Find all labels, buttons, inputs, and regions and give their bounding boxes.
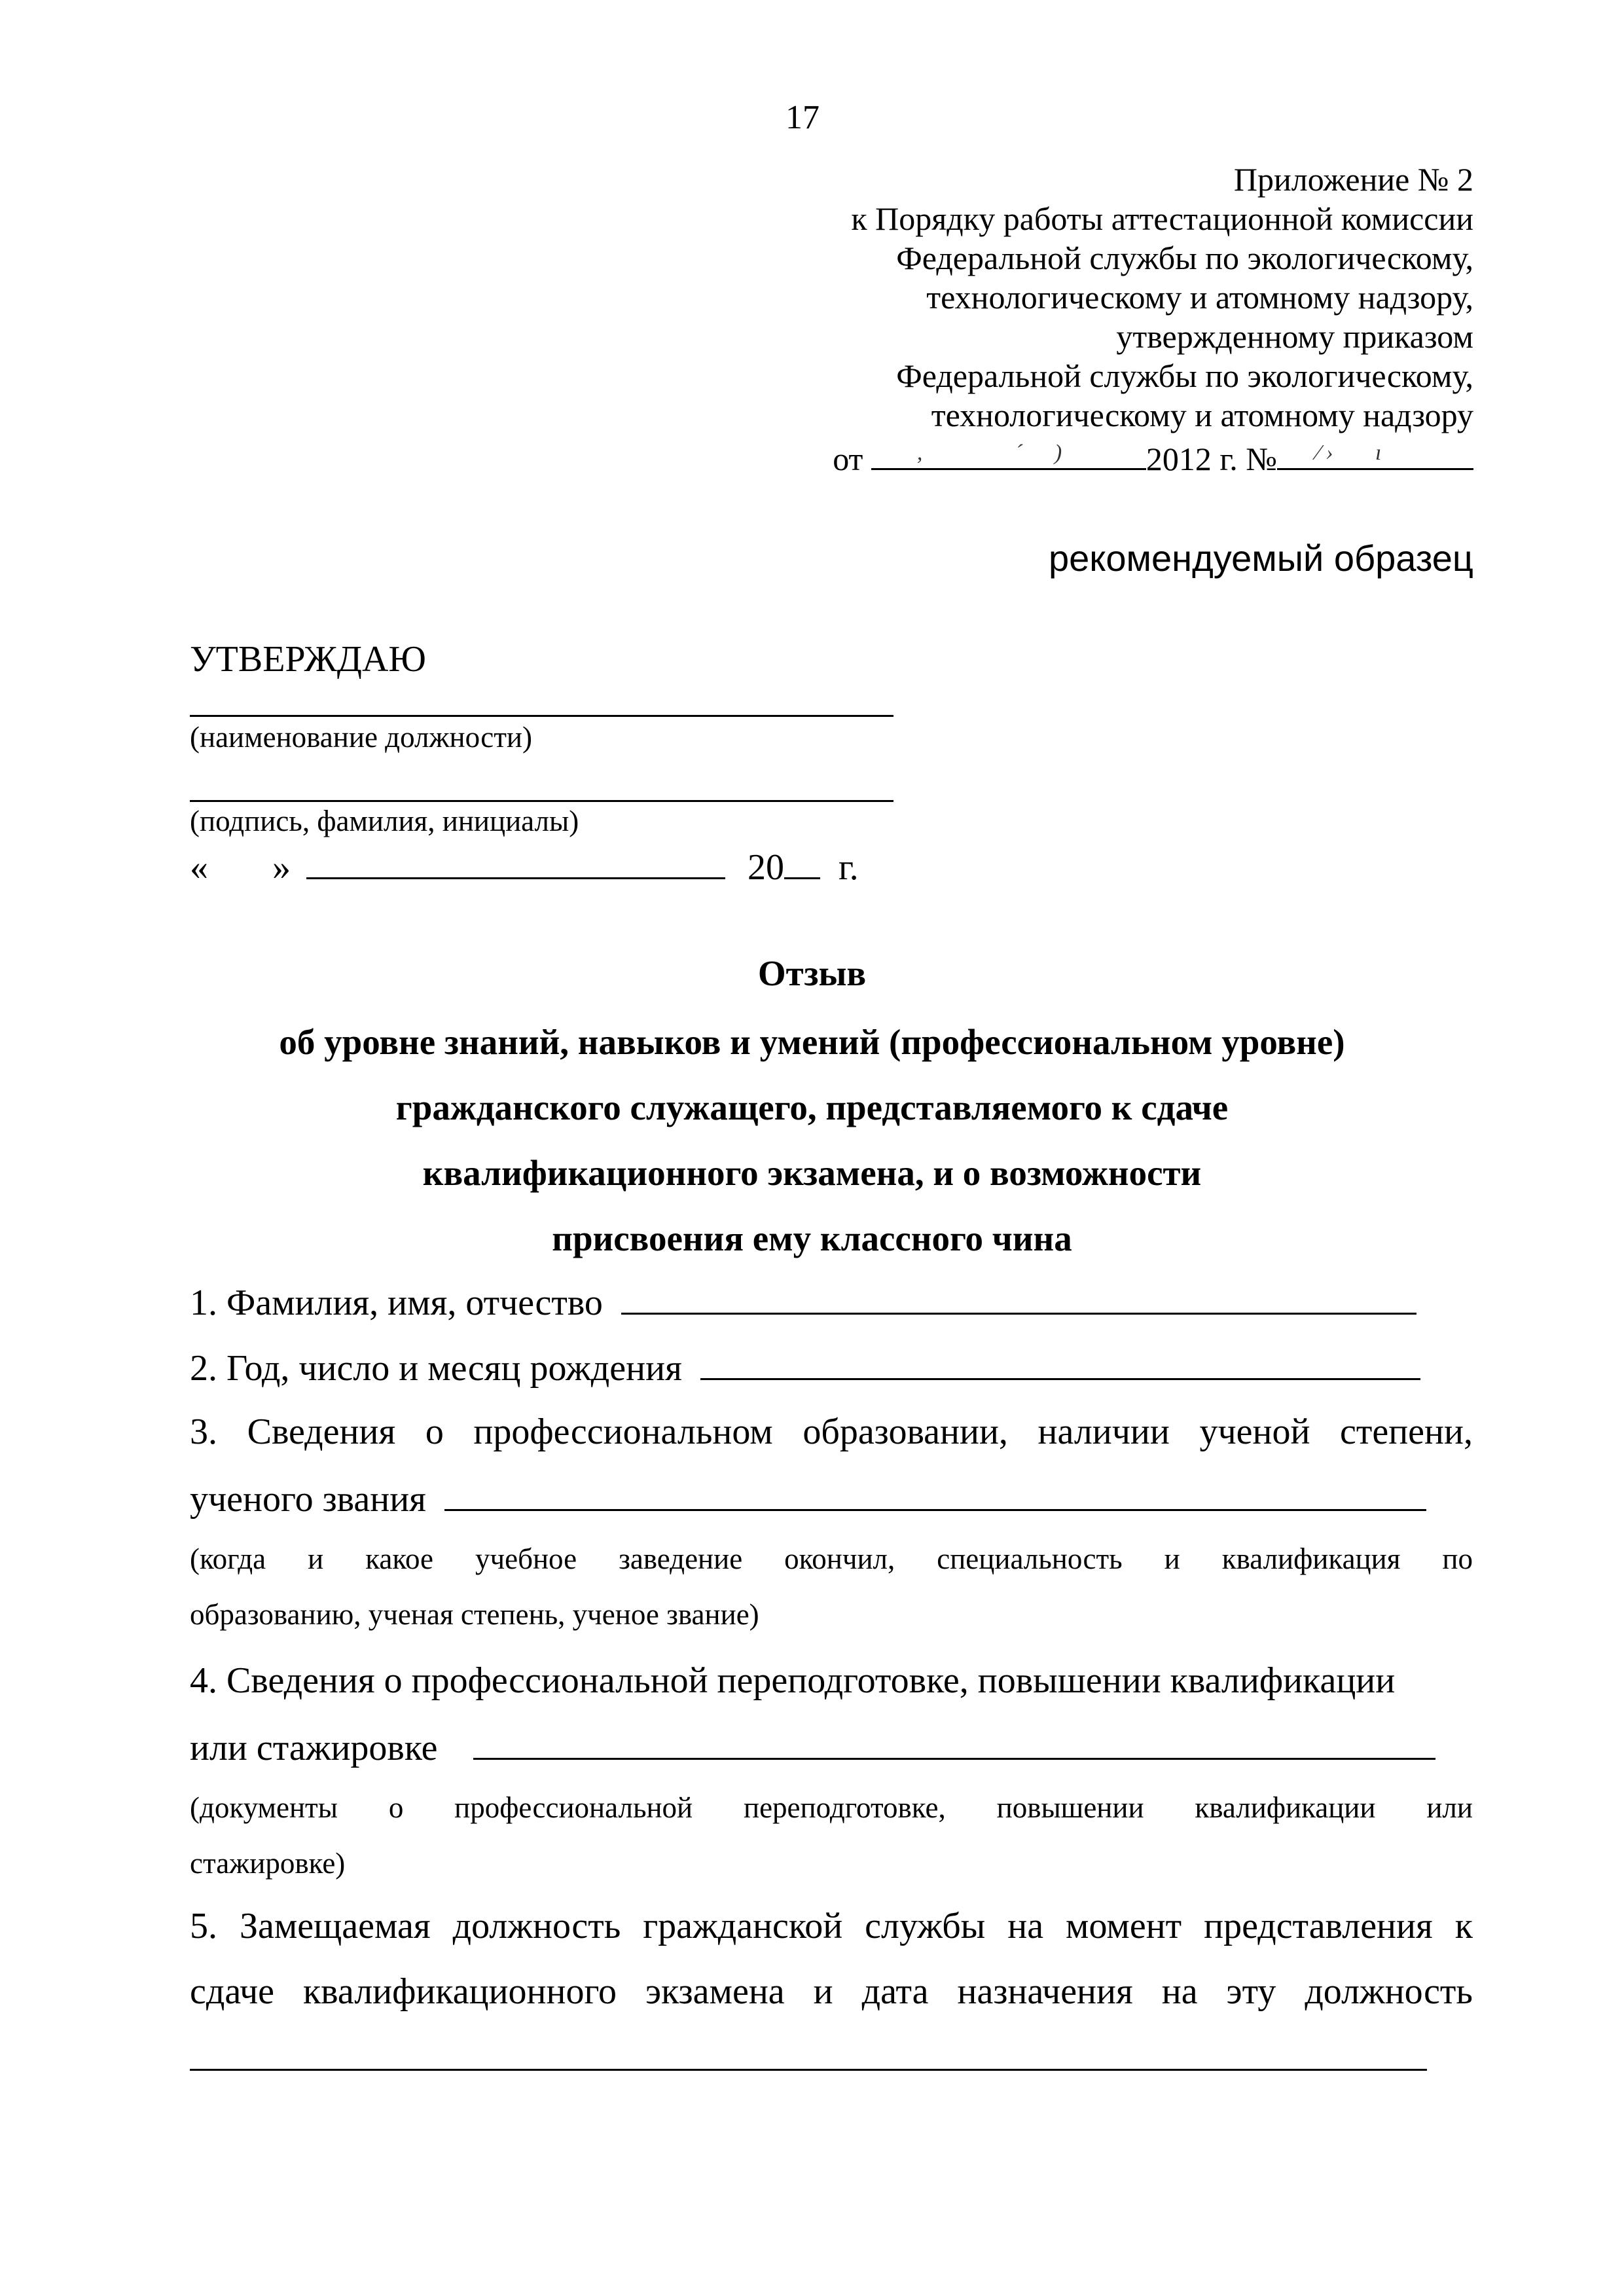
item-education [190, 1411, 1473, 1453]
appendix-line: Федеральной службы по экологическому, [896, 240, 1473, 276]
approval-heading: УТВЕРЖДАЮ [190, 639, 426, 680]
word: о [425, 1412, 444, 1452]
word: должность [452, 1906, 621, 1946]
training-note [190, 1791, 1473, 1825]
date-year: 2012 г. № [1146, 441, 1277, 477]
word: назначения [957, 1971, 1133, 2012]
appendix-line: технологическому и атомному надзору [931, 397, 1473, 433]
word: момент [1066, 1906, 1182, 1946]
item-position [190, 1905, 1473, 1947]
word: квалификации [1195, 1791, 1376, 1824]
word: на [1007, 1906, 1044, 1946]
year-prefix: 20 [748, 847, 784, 888]
title-line: гражданского служащего, представляемого к сдаче [395, 1087, 1229, 1127]
quote-close: » [272, 847, 291, 888]
day-blank [217, 847, 263, 879]
word: представления [1204, 1906, 1433, 1946]
position-caption: (наименование должности) [190, 721, 532, 754]
appendix-line: утвержденному приказом [1116, 318, 1473, 355]
word: специальность [937, 1542, 1123, 1575]
word: какое [365, 1542, 433, 1575]
item-label: 2. Год, число и месяц рождения [190, 1348, 682, 1389]
word: эту [1226, 1971, 1276, 2012]
training-blank [473, 1725, 1435, 1760]
academic-title-blank [444, 1476, 1426, 1511]
document-title: Отзыв [757, 953, 867, 993]
word: переподготовке, [744, 1791, 946, 1824]
training-note-cont: стажировке) [190, 1847, 346, 1880]
word: о [388, 1791, 404, 1824]
appendix-line: Федеральной службы по экологическому, [896, 357, 1473, 394]
word: и [1164, 1542, 1180, 1575]
word: квалификационного [302, 1971, 617, 2012]
date-prefix: от [833, 441, 863, 477]
signature-line [190, 800, 893, 802]
word: квалификация [1221, 1542, 1401, 1575]
word: по [1442, 1542, 1473, 1575]
title-line: присвоения ему классного чина [552, 1218, 1072, 1258]
item-training-cont [190, 1725, 1435, 1769]
appendix-number: Приложение № 2 [1233, 161, 1473, 198]
word: профессиональной [454, 1791, 693, 1824]
word: наличии [1038, 1412, 1170, 1452]
word: учебное [475, 1542, 577, 1575]
approval-date-line [190, 845, 859, 888]
date-blank: , ´ ) [871, 435, 1146, 470]
title-line: об уровне знаний, навыков и умений (профессиональном уровне) [279, 1022, 1345, 1062]
position-line [190, 715, 893, 717]
year-blank [784, 845, 820, 879]
position-blank [190, 2069, 1427, 2071]
word: профессиональном [473, 1412, 773, 1452]
word: дата [861, 1971, 929, 2012]
word: к [1454, 1906, 1473, 1946]
word: и [308, 1542, 324, 1575]
item-label: или стажировке [190, 1728, 438, 1768]
word: окончил, [784, 1542, 895, 1575]
word: службы [865, 1906, 986, 1946]
item-education-cont [190, 1476, 1426, 1520]
word: образовании, [803, 1412, 1008, 1452]
signature-caption: (подпись, фамилия, инициалы) [190, 805, 579, 837]
month-blank [306, 845, 725, 879]
word: (когда [190, 1542, 266, 1575]
word: Сведения [247, 1412, 396, 1452]
word: сдаче [190, 1971, 274, 2012]
full-name-blank [621, 1280, 1416, 1315]
title-line: квалификационного экзамена, и о возможности [422, 1153, 1202, 1193]
birth-date-blank [700, 1345, 1420, 1380]
recommended-sample-label: рекомендуемый образец [1048, 538, 1473, 579]
education-note [190, 1542, 1473, 1576]
word: Замещаемая [239, 1906, 431, 1946]
item-training: 4. Сведения о профессиональной переподготовке, повышении квалификации [190, 1660, 1396, 1701]
order-date-line [833, 435, 1473, 478]
word: или [1426, 1791, 1473, 1824]
item-position-cont [190, 1971, 1473, 2013]
order-number-blank: ⁄ › ı [1277, 435, 1473, 470]
word: и [813, 1971, 833, 2012]
word: экзамена [645, 1971, 785, 2012]
appendix-line: к Порядку работы аттестационной комиссии [851, 200, 1473, 237]
item-label: 1. Фамилия, имя, отчество [190, 1283, 603, 1323]
word: гражданской [643, 1906, 843, 1946]
word: 5. [190, 1906, 217, 1946]
item-birth-date [190, 1345, 1420, 1389]
word: ученой [1199, 1412, 1310, 1452]
word: на [1161, 1971, 1198, 2012]
appendix-line: технологическому и атомному надзору, [926, 279, 1473, 316]
word: должность [1305, 1971, 1473, 2012]
word: (документы [190, 1791, 338, 1824]
word: повышении [996, 1791, 1144, 1824]
item-label: ученого звания [190, 1479, 426, 1520]
quote-open: « [190, 847, 208, 888]
year-suffix: г. [839, 847, 859, 888]
page-number: 17 [785, 99, 820, 136]
word: заведение [619, 1542, 743, 1575]
education-note-cont: образованию, ученая степень, ученое звание) [190, 1598, 759, 1631]
word: степени, [1340, 1412, 1473, 1452]
item-full-name [190, 1280, 1416, 1324]
word: 3. [190, 1412, 217, 1452]
